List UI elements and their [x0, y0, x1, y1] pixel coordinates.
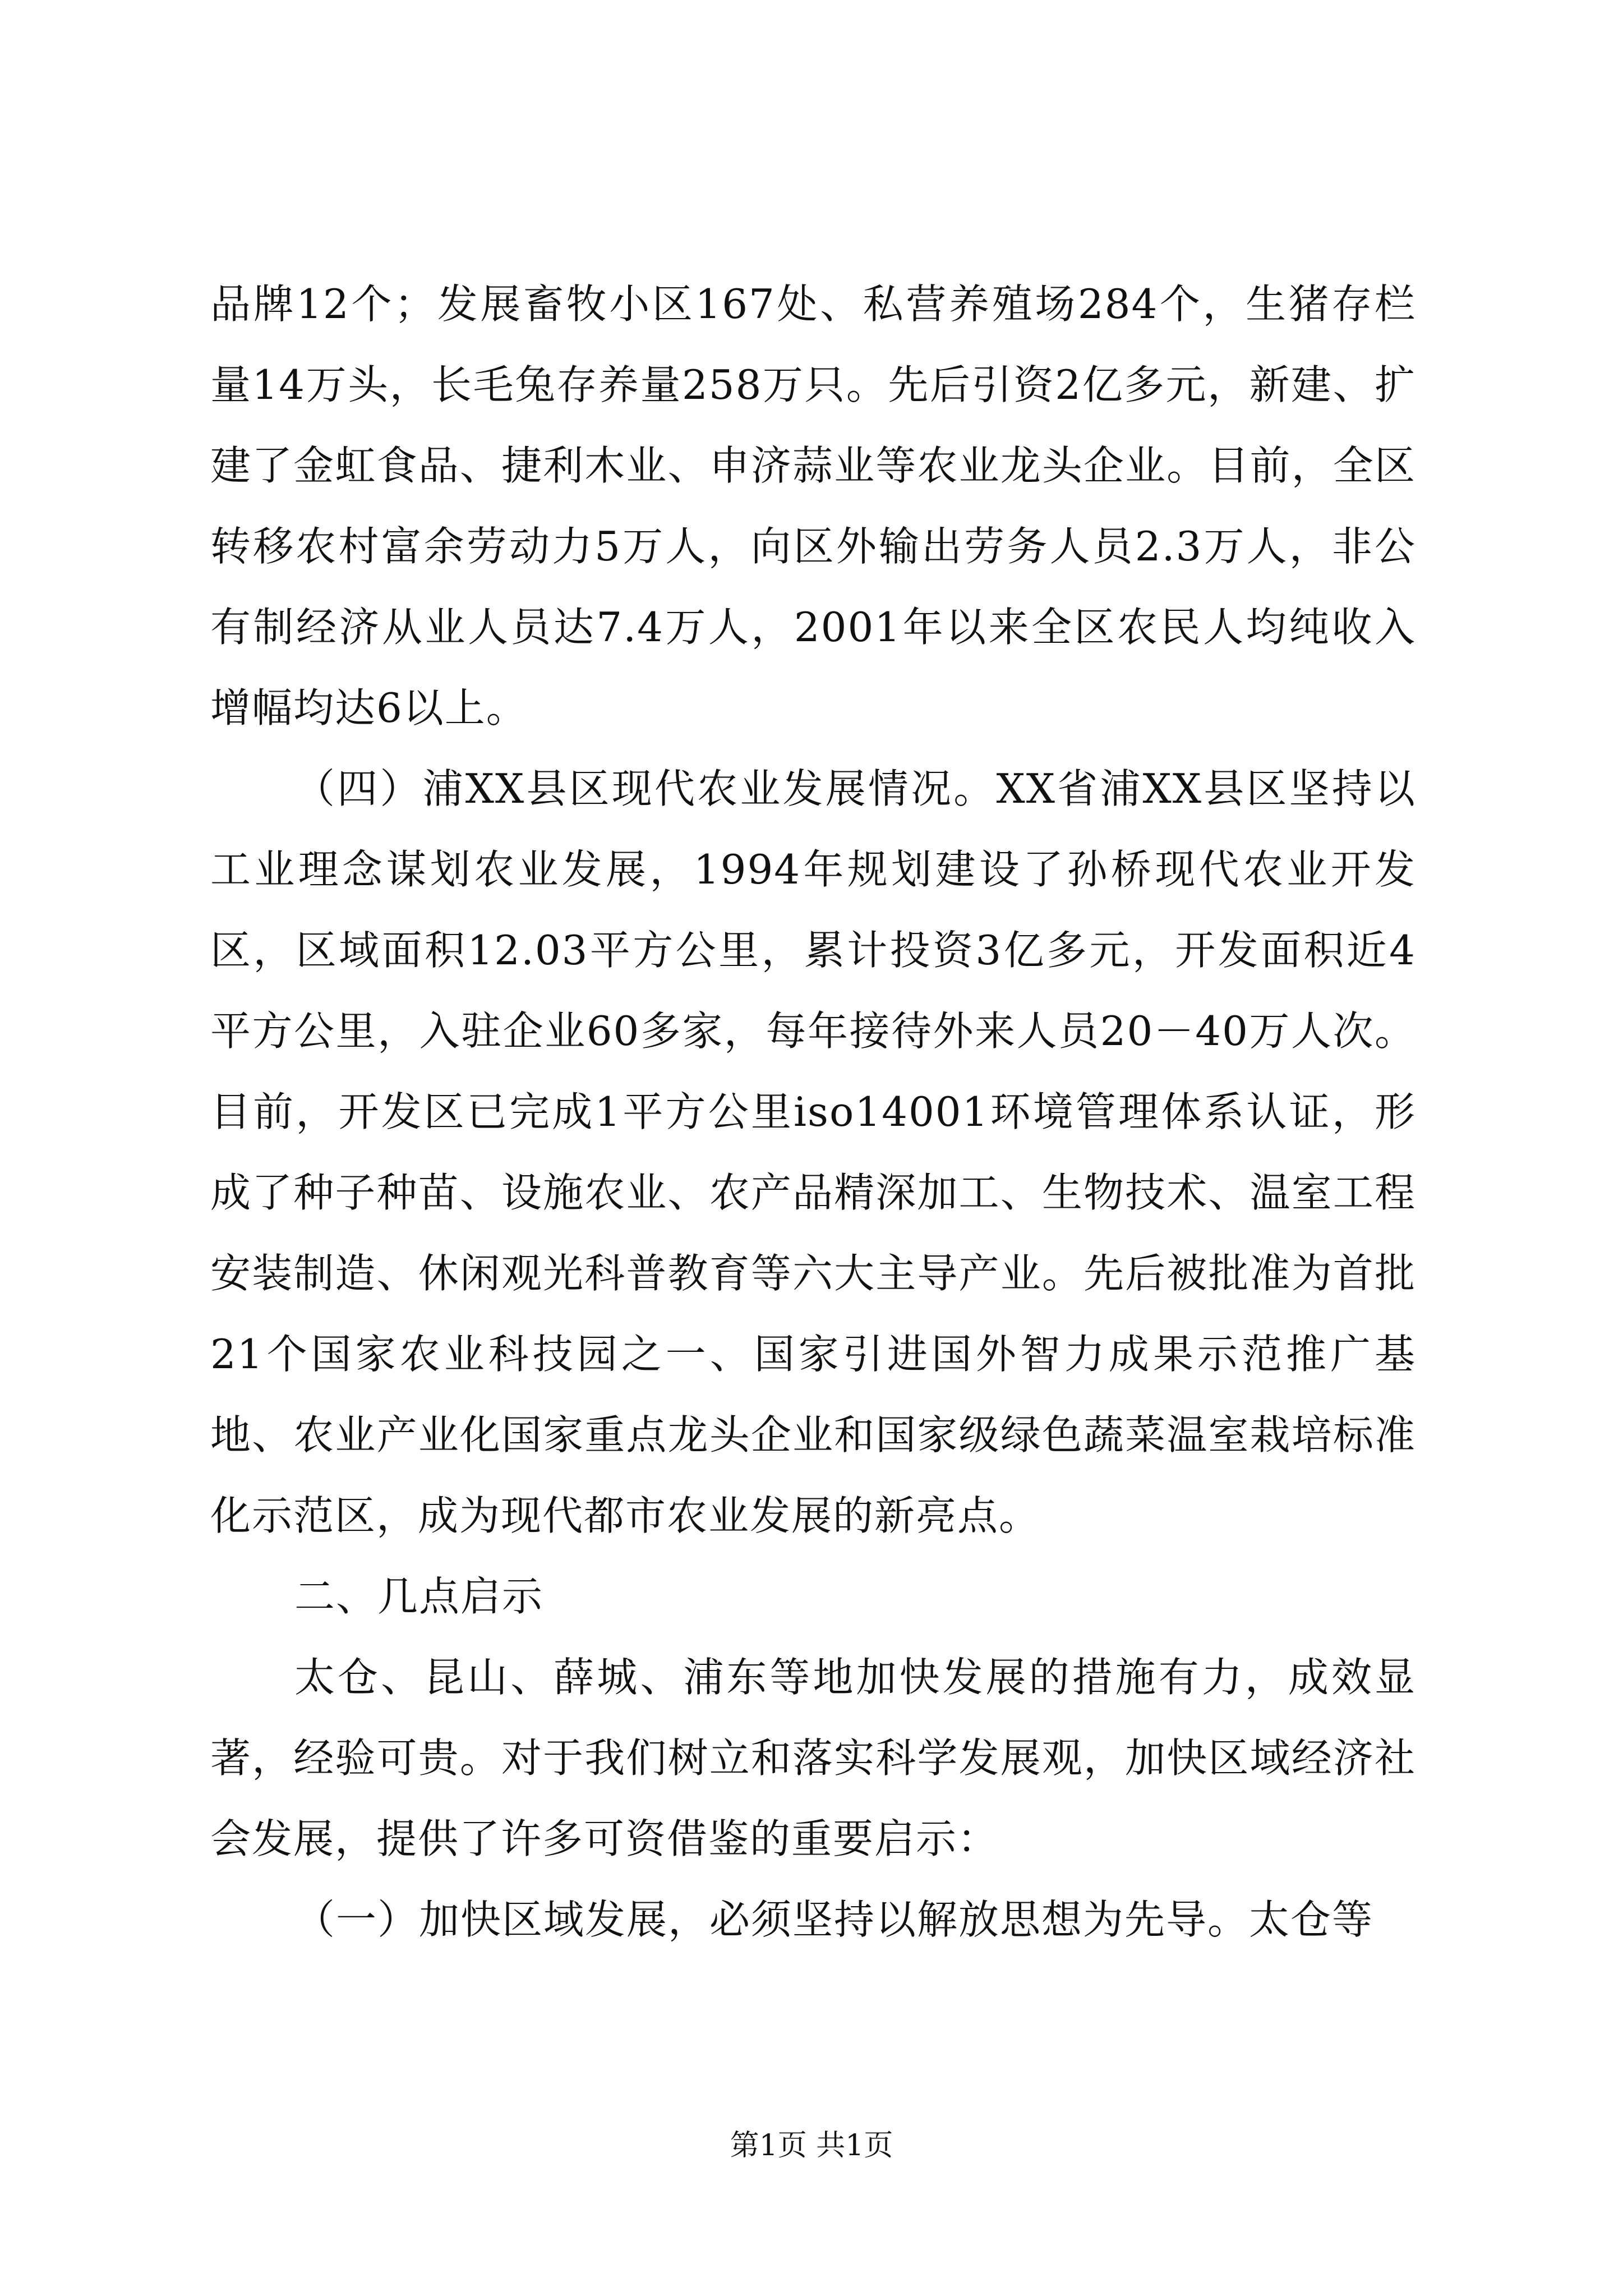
- page-footer: 第1页 共1页: [730, 2129, 893, 2162]
- paragraph-intro: 太仓、昆山、薛城、浦东等地加快发展的措施有力，成效显著，经验可贵。对于我们树立和落实科学发展观，加快区域经济社会发展，提供了许多可资借鉴的重要启示：: [210, 1654, 1416, 1862]
- document-body: [210, 264, 1416, 1960]
- section-heading: 二、几点启示: [294, 1573, 544, 1620]
- paragraph-continuation: 品牌12个；发展畜牧小区167处、私营养殖场284个，生猪存栏量14万头，长毛兔存养量258万只。先后引资2亿多元，新建、扩建了金虹食品、捷利木业、申济蒜业等农业龙头企业。目前，全区转移农村富余劳动力5万人，向区外输出劳务人员2.3万人，非公有制经济从业人员达7.4万人，2001年以来全区农民人均纯收入增幅均达6以上。: [210, 280, 1416, 731]
- paragraph-point-one: （一）加快区域发展，必须坚持以解放思想为先导。太仓等: [294, 1896, 1374, 1943]
- paragraph-section-four: （四）浦XX县区现代农业发展情况。XX省浦XX县区坚持以工业理念谋划农业发展，1994年规划建设了孙桥现代农业开发区，区域面积12.03平方公里，累计投资3亿多元，开发面积近4平方公里，入驻企业60多家，每年接待外来人员20－40万人次。目前，开发区已完成1平方公里iso14001环境管理体系认证，形成了种子种苗、设施农业、农产品精深加工、生物技术、温室工程安装制造、休闲观光科普教育等六大主导产业。先后被批准为首批21个国家农业科技园之一、国家引进国外智力成果示范推广基地、农业产业化国家重点龙头企业和国家级绿色蔬菜温室栽培标准化示范区，成为现代都市农业发展的新亮点。: [210, 765, 1416, 1539]
